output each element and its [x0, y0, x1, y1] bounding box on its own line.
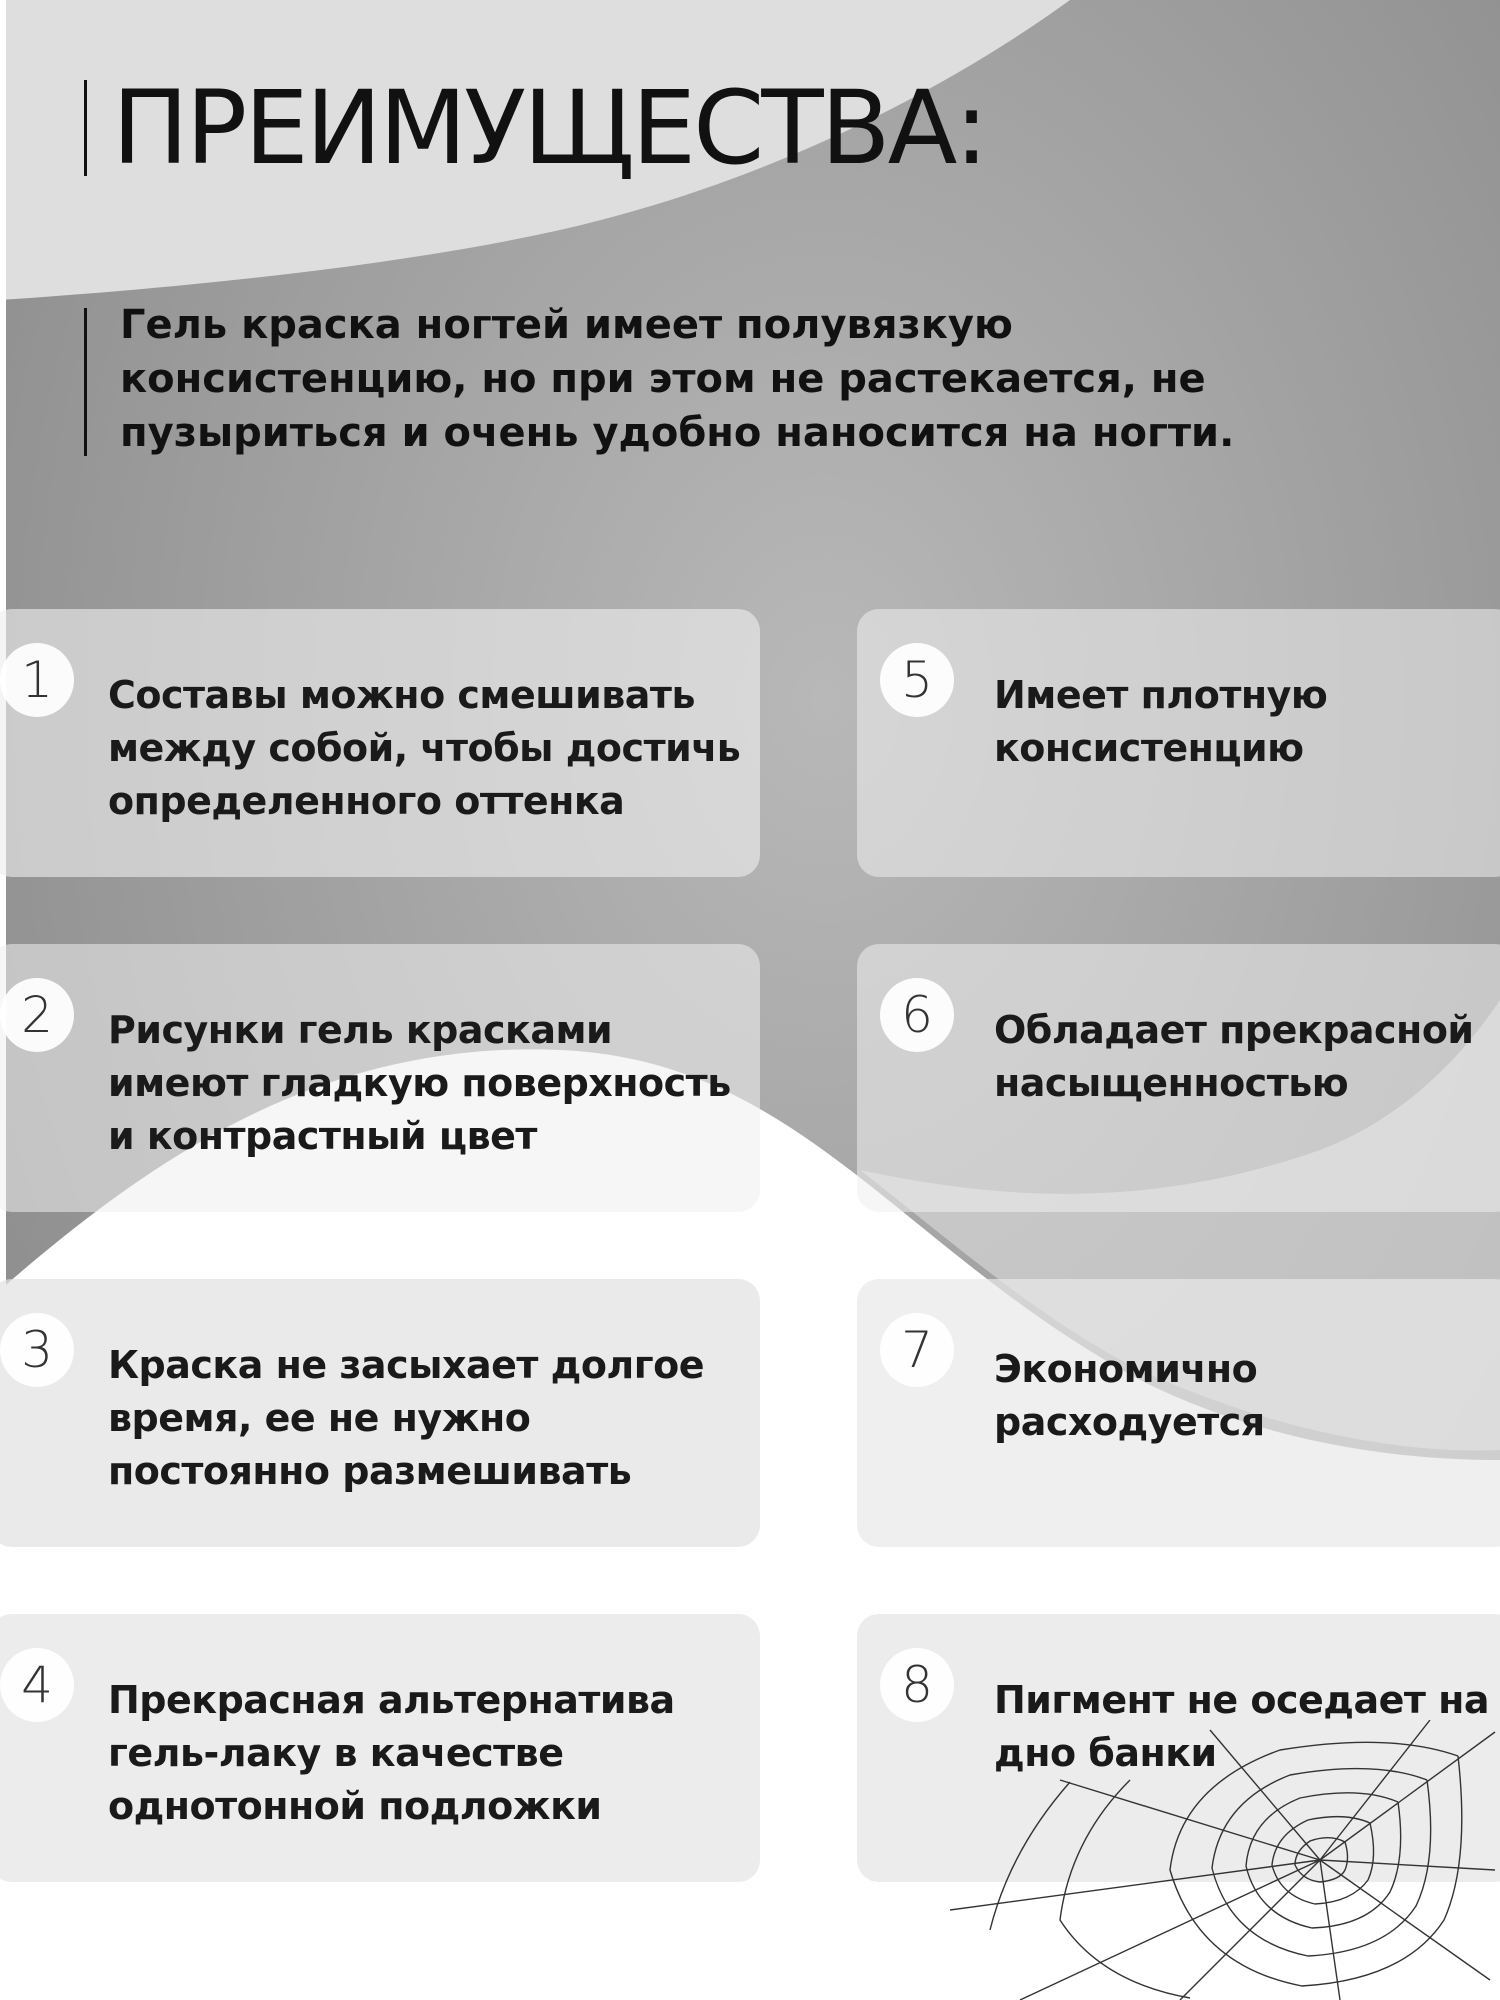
advantage-text: Обладает прекрасной насыщенностью — [994, 1008, 1474, 1105]
advantage-text: Прекрасная альтернатива гель-лаку в качестве однотонной подложки — [108, 1678, 675, 1828]
number-badge: 6 — [880, 978, 954, 1052]
advantage-text: Имеет плотную консистенцию — [994, 673, 1328, 770]
intro-text: Гель краска ногтей имеет полувязкую консистенцию, но при этом не растекается, не пузыриться и очень удобно наносится на ногти. — [120, 302, 1235, 456]
advantage-text: Экономично расходуется — [994, 1347, 1265, 1444]
number-badge: 5 — [880, 643, 954, 717]
page-title: ПРЕИМУЩЕСТВА: — [112, 69, 986, 188]
advantage-card-2 — [0, 944, 760, 1212]
advantage-card-5 — [857, 609, 1500, 877]
advantage-card-1 — [0, 609, 760, 877]
advantage-card-4 — [0, 1614, 760, 1882]
advantage-card-7 — [857, 1279, 1500, 1547]
advantage-text: Составы можно смешивать между собой, чтобы достичь определенного оттенка — [108, 673, 741, 823]
number-badge: 3 — [0, 1313, 74, 1387]
number-badge: 7 — [880, 1313, 954, 1387]
advantage-text: Краска не засыхает долгое время, ее не нужно постоянно размешивать — [108, 1343, 705, 1493]
number-badge: 2 — [0, 978, 74, 1052]
advantage-card-6 — [857, 944, 1500, 1212]
advantage-text: Рисунки гель красками имеют гладкую поверхность и контрастный цвет — [108, 1008, 731, 1158]
title-accent-bar — [84, 80, 87, 176]
intro-accent-bar — [84, 308, 87, 456]
number-badge: 1 — [0, 643, 74, 717]
number-badge: 8 — [880, 1648, 954, 1722]
advantage-card-3 — [0, 1279, 760, 1547]
spider-web-icon — [950, 1720, 1500, 2000]
advantage-text: Пигмент не оседает на дно банки — [994, 1678, 1490, 1775]
number-badge: 4 — [0, 1648, 74, 1722]
